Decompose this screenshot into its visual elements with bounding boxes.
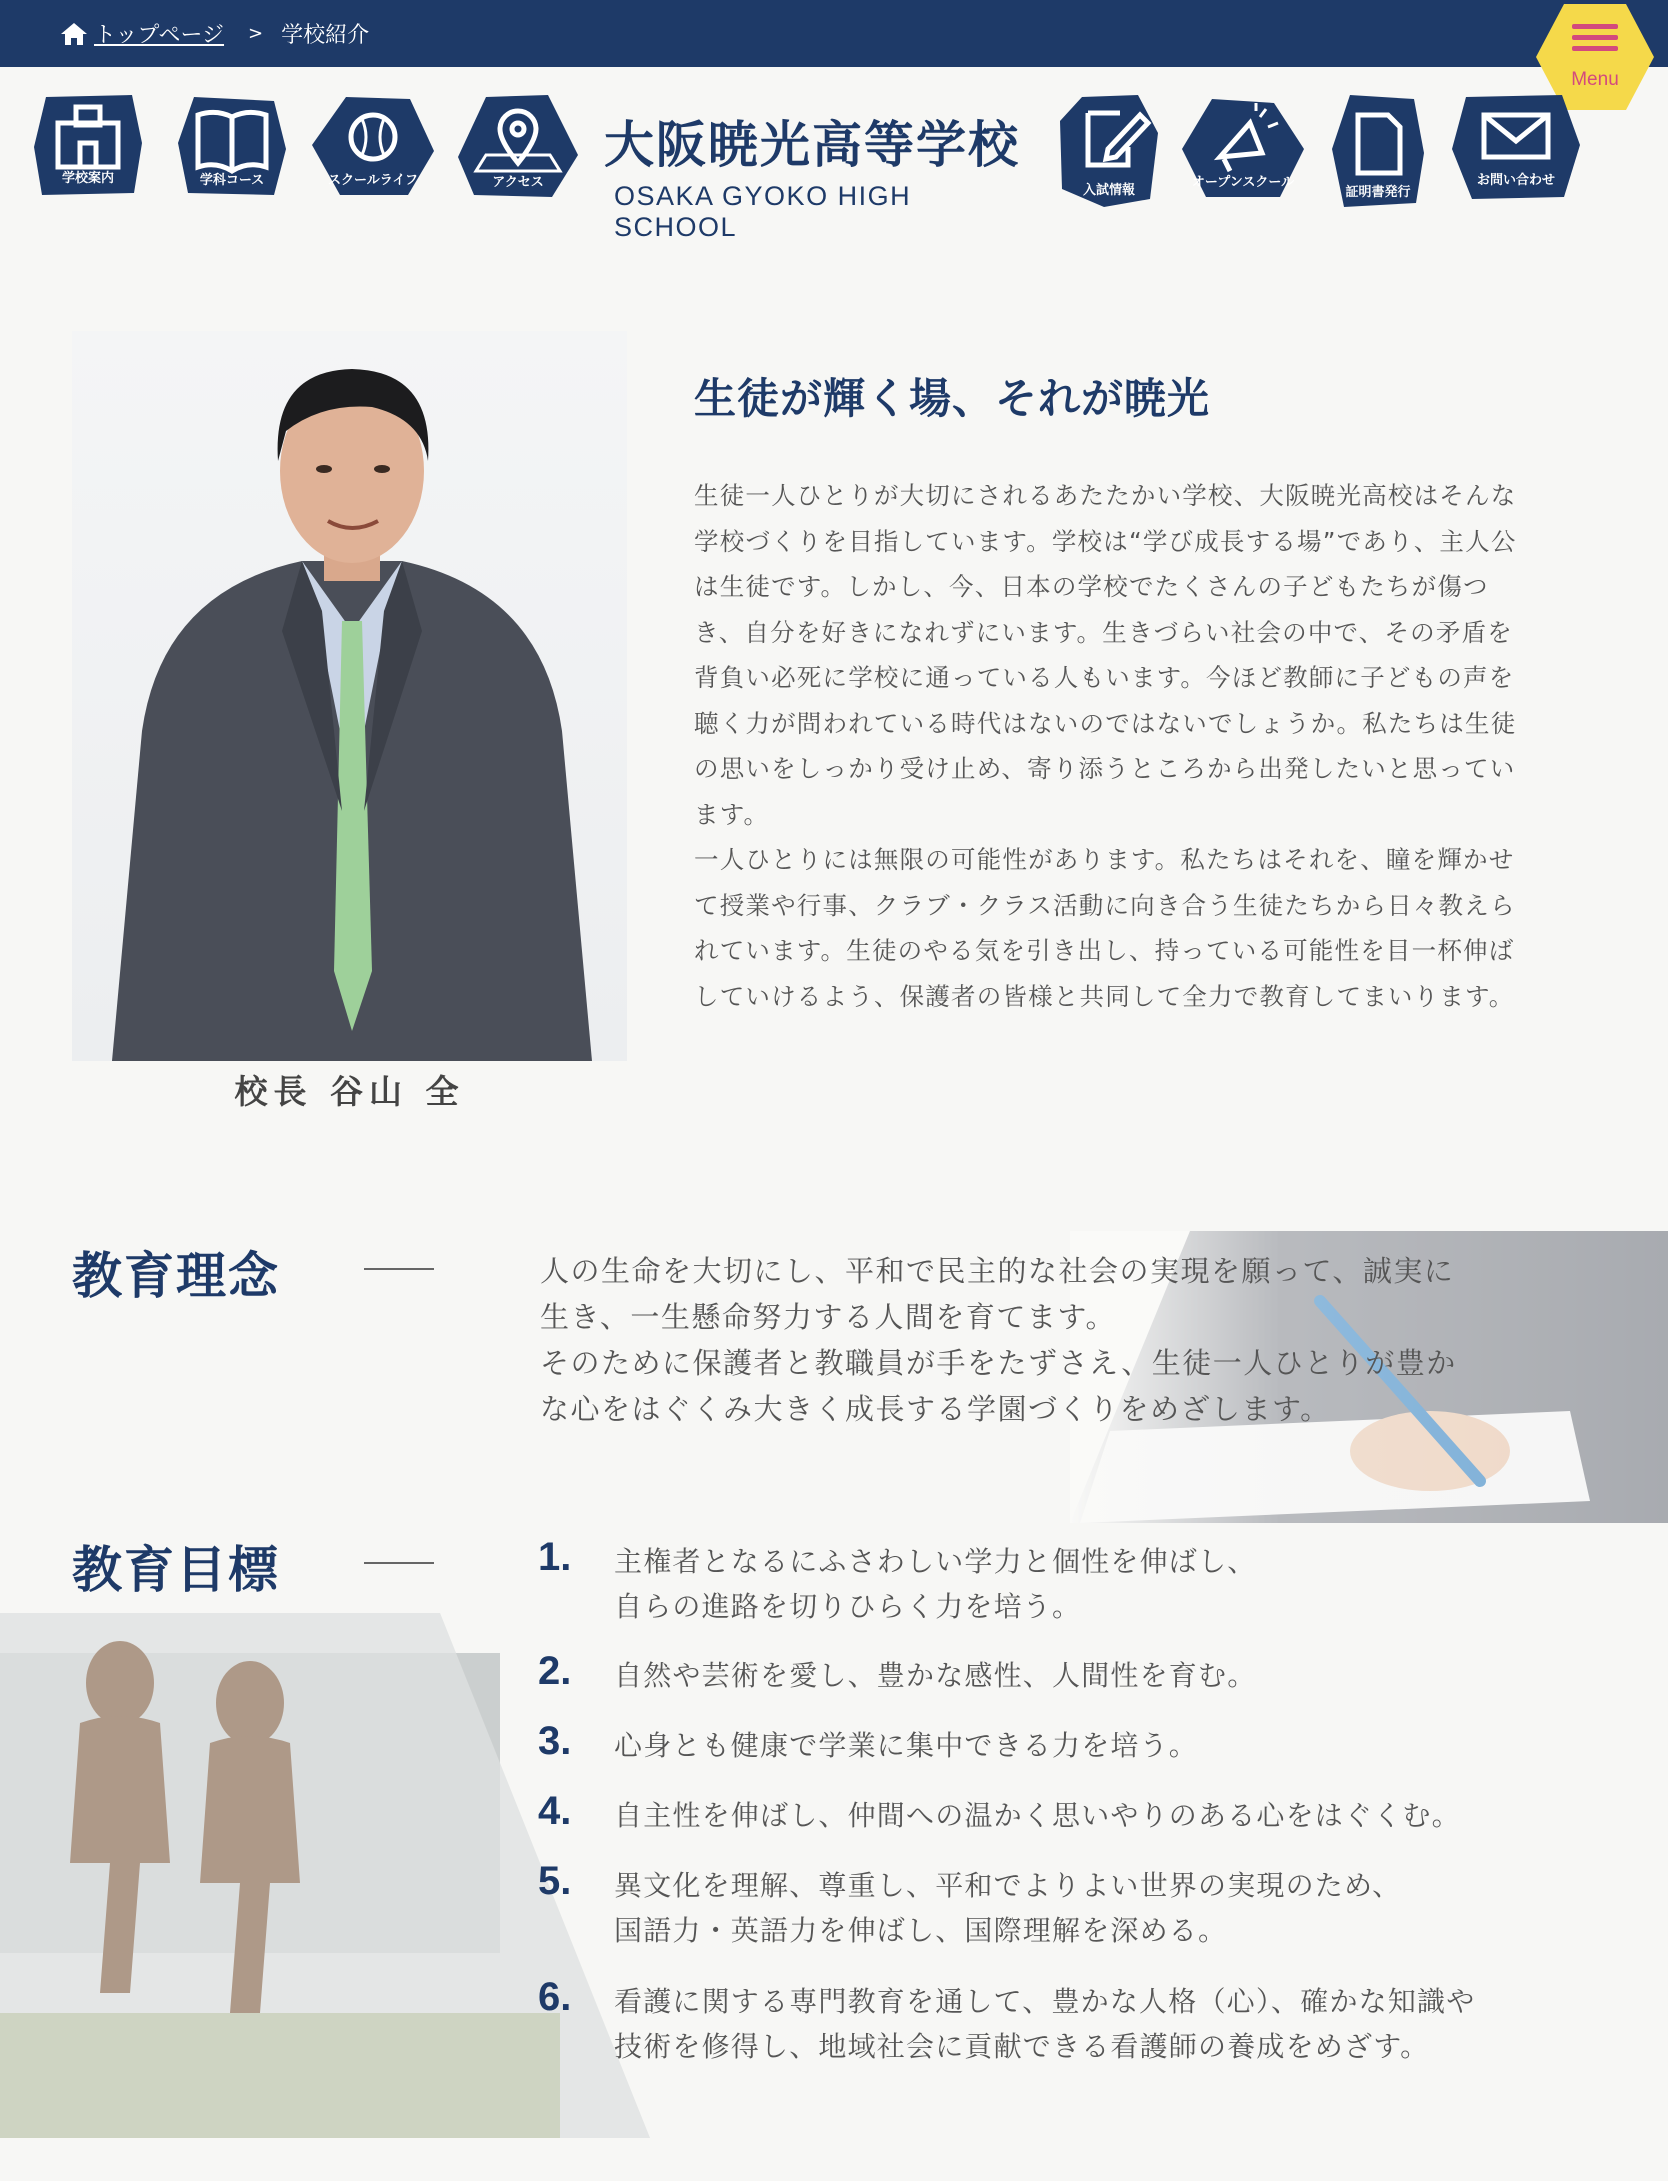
philosophy-title-divider bbox=[364, 1268, 434, 1270]
principal-message bbox=[694, 473, 1534, 1019]
nav-access[interactable] bbox=[456, 93, 580, 199]
breadcrumb-home-link[interactable]: トップページ bbox=[94, 23, 225, 48]
goal-number: 4. bbox=[538, 1789, 572, 1833]
nav-school-life-label: スクールライフ bbox=[328, 173, 418, 188]
nav-access-label: アクセス bbox=[492, 175, 544, 190]
nav-certificates[interactable] bbox=[1330, 93, 1426, 209]
goal-text bbox=[614, 1863, 1554, 1953]
goal-text bbox=[614, 1979, 1554, 2069]
breadcrumb-bar bbox=[0, 0, 1668, 90]
logo-japanese: 大阪暁光高等学校 bbox=[604, 116, 1020, 174]
breadcrumb-separator: > bbox=[248, 23, 264, 44]
goal-number: 5. bbox=[538, 1859, 572, 1903]
nav-certificates-label: 証明書発行 bbox=[1345, 185, 1411, 200]
goal-number: 3. bbox=[538, 1719, 572, 1763]
goal-line: 自然や芸術を愛し、豊かな感性、人間性を育む。 bbox=[614, 1659, 1257, 1692]
goal-line: 異文化を理解、尊重し、平和でよりよい世界の実現のため、 bbox=[614, 1869, 1402, 1902]
principal-message-paragraph-2: 一人ひとりには無限の可能性があります。私たちはそれを、瞳を輝かせて授業や行事、クラブ・クラス活動に向き合う生徒たちから日々教えられています。生徒のやる気を引き出し、持っている可能性を目一杯伸ばしていけるよう、保護者の皆様と共同して全力で教育してまいります。 bbox=[694, 845, 1516, 1011]
goals-title: 教育目標 bbox=[72, 1541, 280, 1599]
goal-line: 自らの進路を切りひらく力を培う。 bbox=[614, 1590, 1082, 1623]
nav-open-school-label: オープンスクール bbox=[1191, 175, 1295, 190]
nav-school-info[interactable] bbox=[32, 93, 144, 197]
nav-school-info-label: 学校案内 bbox=[61, 171, 114, 186]
nav-admissions-label: 入試情報 bbox=[1082, 183, 1135, 198]
logo-english: OSAKA GYOKO HIGH SCHOOL bbox=[614, 181, 912, 242]
philosophy-line: な心をはぐくみ大きく成長する学園づくりをめざします。 bbox=[540, 1392, 1331, 1426]
principal-photo bbox=[72, 331, 627, 1061]
philosophy-line: 人の生命を大切にし、平和で民主的な社会の実現を願って、誠実に bbox=[540, 1254, 1455, 1288]
goal-line: 自主性を伸ばし、仲間への温かく思いやりのある心をはぐくむ。 bbox=[614, 1799, 1461, 1832]
site-header bbox=[0, 67, 1668, 242]
nav-contact[interactable] bbox=[1450, 93, 1582, 201]
goal-line: 看護に関する専門教育を通して、豊かな人格（心）、確かな知識や bbox=[614, 1985, 1476, 2018]
goal-line: 主権者となるにふさわしい学力と個性を伸ばし、 bbox=[614, 1545, 1257, 1578]
nav-contact-label: お問い合わせ bbox=[1476, 173, 1555, 188]
goal-text bbox=[614, 1723, 1554, 1768]
philosophy-line: 生き、一生懸命努力する人間を育てます。 bbox=[540, 1300, 1117, 1334]
principal-headline: 生徒が輝く場、それが暁光 bbox=[694, 374, 1211, 423]
philosophy-title: 教育理念 bbox=[72, 1247, 280, 1305]
goal-number: 2. bbox=[538, 1649, 572, 1693]
goal-number: 6. bbox=[538, 1975, 572, 2019]
philosophy-text bbox=[540, 1248, 1520, 1432]
nav-courses[interactable] bbox=[176, 95, 288, 199]
site-logo[interactable] bbox=[604, 105, 1024, 243]
home-icon[interactable] bbox=[60, 22, 88, 46]
principal-message-paragraph-1: 生徒一人ひとりが大切にされるあたたかい学校、大阪暁光高校はそんな学校づくりを目指しています。学校は“学び成長する場”であり、主人公は生徒です。しかし、今、日本の学校でたくさんの子どもたちが傷つき、自分を好きになれずにいます。生きづらい社会の中で、その矛盾を背負い必死に学校に通っている人もいます。今ほど教師に子どもの声を聴く力が問われている時代はないのではないでしょうか。私たちは生徒の思いをしっかり受け止め、寄り添うところから出発したいと思っています。 bbox=[694, 481, 1517, 829]
principal-caption: 校長 谷山 全 bbox=[234, 1072, 465, 1111]
nav-school-life[interactable] bbox=[310, 95, 436, 199]
menu-label: Menu bbox=[1571, 69, 1619, 90]
goal-text bbox=[614, 1793, 1554, 1838]
goal-line: 心身とも健康で学業に集中できる力を培う。 bbox=[614, 1729, 1199, 1762]
nav-open-school[interactable] bbox=[1180, 97, 1306, 201]
goal-text bbox=[614, 1653, 1554, 1698]
goal-line: 国語力・英語力を伸ばし、国際理解を深める。 bbox=[614, 1914, 1228, 1947]
goal-number: 1. bbox=[538, 1535, 572, 1579]
goals-title-divider bbox=[364, 1562, 434, 1564]
breadcrumb-current: 学校紹介 bbox=[281, 23, 370, 48]
nav-admissions[interactable] bbox=[1058, 93, 1160, 209]
nav-courses-label: 学科コース bbox=[199, 173, 265, 188]
philosophy-line: そのために保護者と教職員が手をたずさえ、生徒一人ひとりが豊か bbox=[540, 1346, 1457, 1380]
goal-line: 技術を修得し、地域社会に貢献できる看護師の養成をめざす。 bbox=[614, 2030, 1430, 2063]
goal-text bbox=[614, 1539, 1554, 1629]
